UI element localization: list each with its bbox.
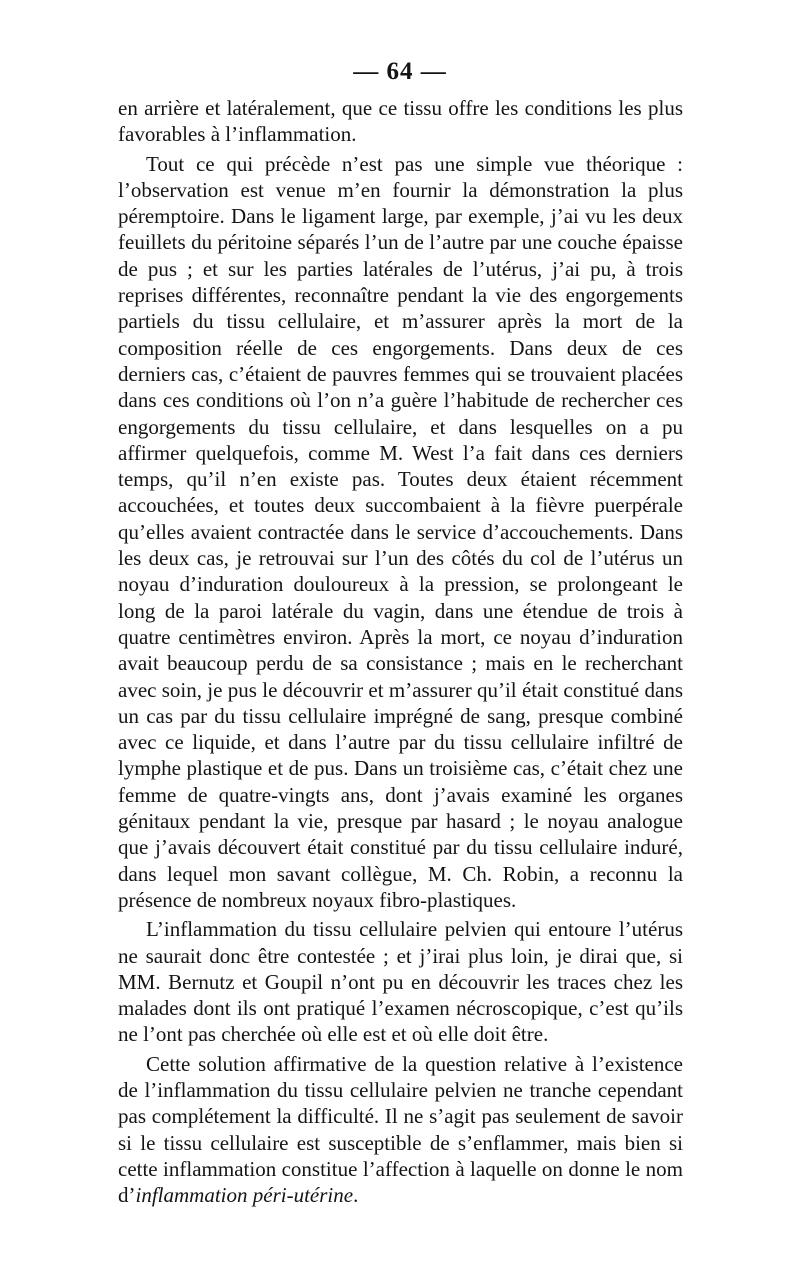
paragraph-4-end: . [353, 1183, 359, 1208]
paragraph-2: Tout ce qui précède n’est pas une simple vue théorique : l’observation est venue m’en fournir la démonstration la plus péremptoire. Dans le ligament large, par exemple, j’ai vu les deux feuillets du péritoine séparés l’un de l’autre par une couche épaisse de pus ; et sur les parties latérales de l’utérus, j’ai pu, à trois reprises différentes, reconnaître pendant la vie des engorgements partiels du tissu cellulaire, et m’assurer après la mort de la composition réelle de ces engorgements. Dans deux de ces derniers cas, c’étaient de pauvres femmes qui se trouvaient placées dans ces conditions où l’on n’a guère l’habitude de rechercher ces engorgements du tissu cellulaire, et dans lesquelles on a pu affirmer quelquefois, comme M. West l’a fait dans ces derniers temps, qu’il n’en existe pas. Toutes deux étaient récemment accouchées, et toutes deux succombaient à la fièvre puerpérale qu’elles avaient contractée dans le service d’accouchements. Dans les deux cas, je retrouvai sur l’un des côtés du col de l’utérus un noyau d’induration douloureux à la pression, se prolongeant le long de la paroi latérale du vagin, dans une étendue de trois à quatre centimètres environ. Après la mort, ce noyau d’induration avait beaucoup perdu de sa consistance ; mais en le recherchant avec soin, je pus le découvrir et m’assurer qu’il était constitué dans un cas par du tissu cellulaire imprégné de sang, presque combiné avec ce liquide, et dans l’autre par du tissu cellulaire infiltré de lymphe plastique et de pus. Dans un troisième cas, c’était chez une femme de quatre-vingts ans, dont j’avais examiné les organes génitaux pendant la vie, presque par hasard ; le noyau analogue que j’avais découvert était constitué par du tissu cellulaire induré, dans lequel mon savant collègue, M. Ch. Robin, a reconnu la présence de nombreux noyaux fibro-plastiques. [118, 151, 683, 912]
paragraph-4 [118, 1051, 683, 1209]
paragraph-3: L’inflammation du tissu cellulaire pelvien qui entoure l’utérus ne saurait donc être contestée ; et j’irai plus loin, je dirai que, si MM. Bernutz et Goupil n’ont pu en découvrir les traces chez les malades dont ils ont pratiqué l’examen nécroscopique, c’est qu’ils ne l’ont pas cherchée où elle est et où elle doit être. [118, 917, 683, 1047]
paragraph-4-text: Cette solution affirmative de la question relative à l’existence de l’inflammation du tissu cellulaire pelvien ne tranche cependant pas complétement la difficulté. Il ne s’agit pas seulement de savoir si le tissu cellulaire est susceptible de s’enflammer, mais bien si cette inflammation constitue l’affection à laquelle on donne le nom d’ [118, 1051, 683, 1208]
paragraph-1: en arrière et latéralement, que ce tissu offre les conditions les plus favorables à l’inflammation. [118, 96, 683, 147]
page-number: — 64 — [353, 58, 447, 85]
body-text [118, 95, 683, 1208]
italic-term: inflammation péri-utérine [135, 1183, 354, 1208]
